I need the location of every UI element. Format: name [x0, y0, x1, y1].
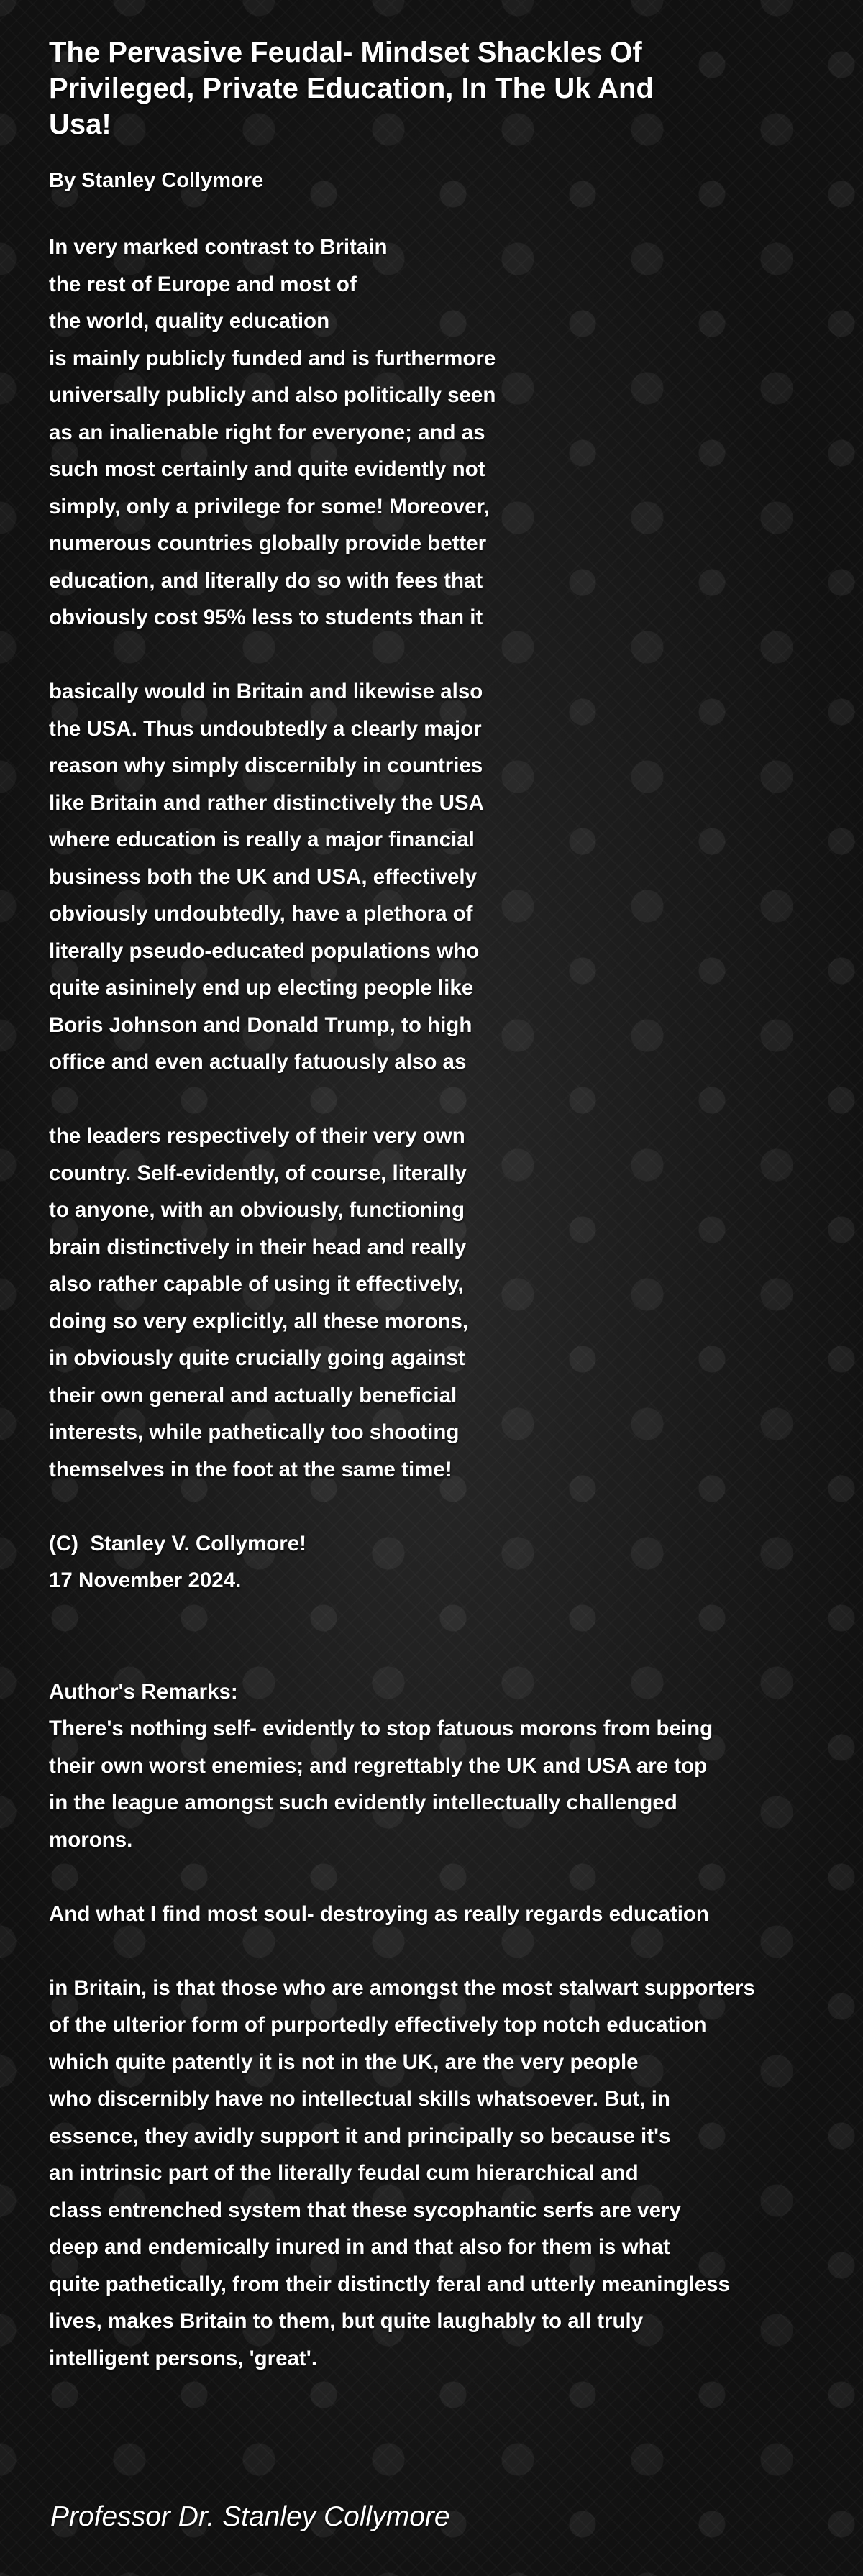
poem-author: By Stanley Collymore — [49, 169, 264, 192]
poem-title — [49, 35, 833, 142]
poem-title-line: Usa! — [49, 109, 111, 140]
poem-body: In very marked contrast to Britain the rest of Europe and most of the world, quality education is mainly publicly funded and is furthermore universally publicly and also politically seen as an inalienable right for everyone; and as such most certainly and quite evidently not simply, only a privilege for some! Moreover, numerous countries globally provide better education, and literally do so with fees that obviously cost 95% less to students than it basically would in Britain and likewise also the USA. Thus undoubtedly a clearly major reason why simply discernibly in countries like Britain and rather distinctively the USA where education is really a major financial business both the UK and USA, effectively obviously undoubtedly, have a plethora of literally pseudo-educated populations who quite asininely end up electing people like Boris Johnson and Donald Trump, to high office and even actually fatuously also as the leaders respectively of their very own country. Self-evidently, of course, literally to anyone, with an obviously, functioning brain distinctively in their head and really also rather capable of using it effectively, doing so very explicitly, all these morons, in obviously quite crucially going against their own general and actually beneficial interests, while pathetically too shooting themselves in the foot at the same time! (C) Stanley V. Collymore! 17 November 2024. Author's Remarks: There's nothing self- evidently to stop fatuous morons from being their own worst enemies; and regrettably the UK and USA are top in the league amongst such evidently intellectually challenged morons. And what I find most soul- destroying as really regards education in Britain, is that those who are amongst the most stalwart supporters of the ulterior form of purportedly effectively top notch education which quite patently it is not in the UK, are the very people who discernibly have no intellectual skills whatsoever. But, in essence, they avidly support it and principally so because it's an intrinsic part of the literally feudal cum hierarchical and class entrenched system that these sycophantic serfs are very deep and endemically inured in and that also for them is what quite pathetically, from their distinctly feral and utterly meaningless lives, makes Britain to them, but quite laughably to all truly intelligent persons, 'great'. — [49, 235, 755, 2370]
author-signature: Professor Dr. Stanley Collymore — [50, 2501, 450, 2532]
poem-title-line: The Pervasive Feudal- Mindset Shackles Of — [49, 37, 642, 68]
poem-card — [49, 35, 833, 2377]
poem-title-line: Privileged, Private Education, In The Uk And — [49, 73, 654, 104]
